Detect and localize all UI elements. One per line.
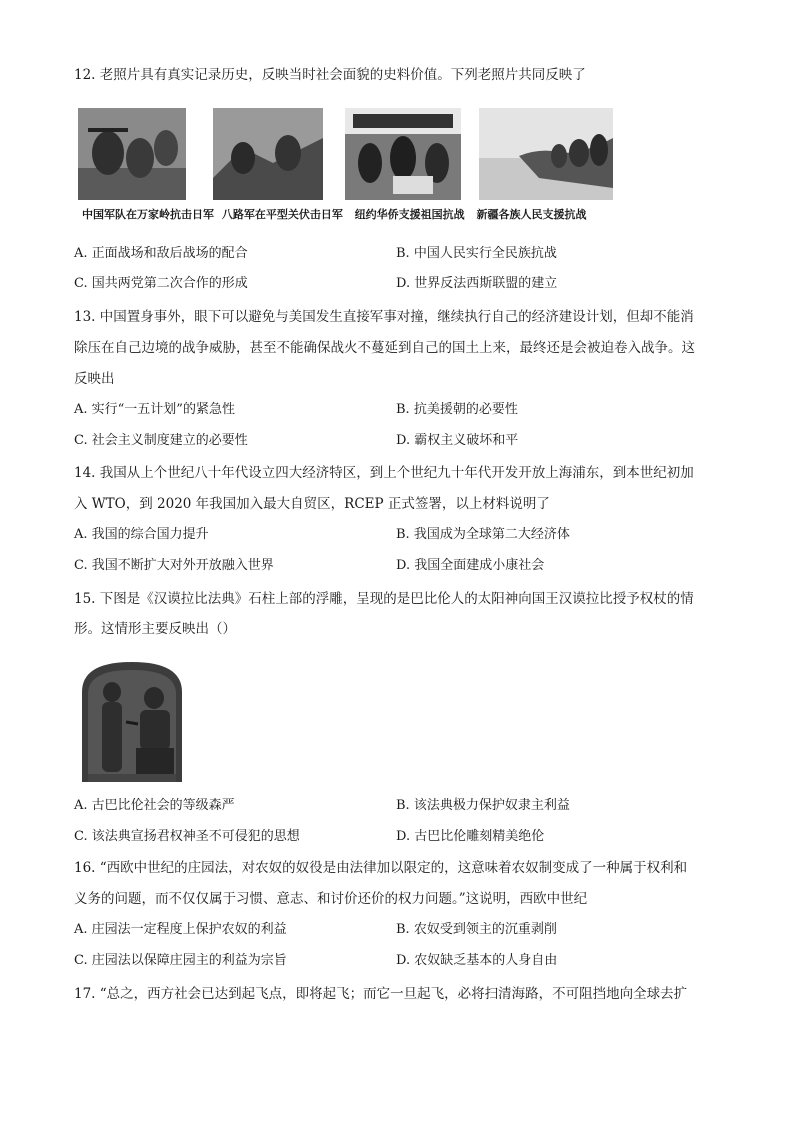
q16-option-d[interactable]: D. 农奴缺乏基本的人身自由 xyxy=(396,953,558,968)
q16-stem-line-2: 义务的问题，而不仅仅属于习惯、意志、和讨价还价的权力问题。”这说明，西欧中世纪 xyxy=(74,891,588,907)
q13-option-c[interactable]: C. 社会主义制度建立的必要性 xyxy=(74,433,248,448)
q14-stem-line-2: 入 WTO，到 2020 年我国加入最大自贸区，RCEP 正式签署，以上材料说明了 xyxy=(74,496,550,512)
q15-option-a[interactable]: A. 古巴比伦社会的等级森严 xyxy=(74,798,235,813)
q13-stem-line-3: 反映出 xyxy=(74,371,115,387)
q12-stem: 12. 老照片具有真实记录历史，反映当时社会面貌的史料价值。下列老照片共同反映了 xyxy=(74,67,586,83)
q15-stem-line-1: 15. 下图是《汉谟拉比法典》石柱上部的浮雕，呈现的是巴比伦人的太阳神向国王汉谟拉比授予权杖的情 xyxy=(74,591,694,607)
q16-option-a[interactable]: A. 庄园法一定程度上保护农奴的利益 xyxy=(74,922,287,937)
q15-option-b[interactable]: B. 该法典极力保护奴隶主利益 xyxy=(396,798,570,813)
q13-option-d[interactable]: D. 霸权主义破坏和平 xyxy=(396,433,519,448)
photo-wanjialing xyxy=(78,108,186,200)
caption-3: 纽约华侨支援祖国抗战 xyxy=(354,208,465,221)
q14-option-a[interactable]: A. 我国的综合国力提升 xyxy=(74,527,209,542)
q16-option-c[interactable]: C. 庄园法以保障庄园主的利益为宗旨 xyxy=(74,953,287,968)
q12-option-d[interactable]: D. 世界反法西斯联盟的建立 xyxy=(396,276,558,291)
q17-stem-line-1: 17. “总之，西方社会已达到起飞点，即将起飞；而它一旦起飞，必将扫清海路，不可阻挡地向全球去扩 xyxy=(74,986,688,1002)
photo-new-york-chinese xyxy=(345,108,461,200)
q13-stem-line-1: 13. 中国置身事外，眼下可以避免与美国发生直接军事对撞，继续执行自己的经济建设计划，但却不能消 xyxy=(74,309,694,325)
q12-photo-captions xyxy=(82,206,622,222)
q15-option-c[interactable]: C. 该法典宣扬君权神圣不可侵犯的思想 xyxy=(74,829,300,844)
q14-option-d[interactable]: D. 我国全面建成小康社会 xyxy=(396,558,545,573)
caption-1: 中国军队在万家岭抗击日军 xyxy=(82,208,214,221)
q13-stem-line-2: 除压在自己边境的战争威胁，甚至不能确保战火不蔓延到自己的国土上来，最终还是会被迫卷入战争。这 xyxy=(74,340,695,356)
q13-option-b[interactable]: B. 抗美援朝的必要性 xyxy=(396,402,518,417)
q16-option-b[interactable]: B. 农奴受到领主的沉重剥削 xyxy=(396,922,557,937)
caption-2: 八路军在平型关伏击日军 xyxy=(221,208,343,221)
hammurabi-stele-image xyxy=(78,662,186,782)
q12-option-c[interactable]: C. 国共两党第二次合作的形成 xyxy=(74,276,248,291)
q14-option-b[interactable]: B. 我国成为全球第二大经济体 xyxy=(396,527,570,542)
q15-stem-line-2: 形。这情形主要反映出（） xyxy=(74,621,236,637)
q14-option-c[interactable]: C. 我国不断扩大对外开放融入世界 xyxy=(74,558,274,573)
photo-pingxingguan xyxy=(213,108,323,200)
q15-option-d[interactable]: D. 古巴比伦雕刻精美绝伦 xyxy=(396,829,545,844)
q16-stem-line-1: 16. “西欧中世纪的庄园法，对农奴的奴役是由法律加以限定的，这意味着农奴制变成了一种属于权利和 xyxy=(74,860,688,876)
photo-xinjiang-caravan xyxy=(479,108,613,200)
caption-4: 新疆各族人民支援抗战 xyxy=(476,208,587,221)
q12-option-a[interactable]: A. 正面战场和敌后战场的配合 xyxy=(74,246,248,261)
q14-stem-line-1: 14. 我国从上个世纪八十年代设立四大经济特区，到上个世纪九十年代开发开放上海浦东，到本世纪初加 xyxy=(74,465,694,481)
q12-option-b[interactable]: B. 中国人民实行全民族抗战 xyxy=(396,246,557,261)
q13-option-a[interactable]: A. 实行“一五计划”的紧急性 xyxy=(74,402,235,417)
